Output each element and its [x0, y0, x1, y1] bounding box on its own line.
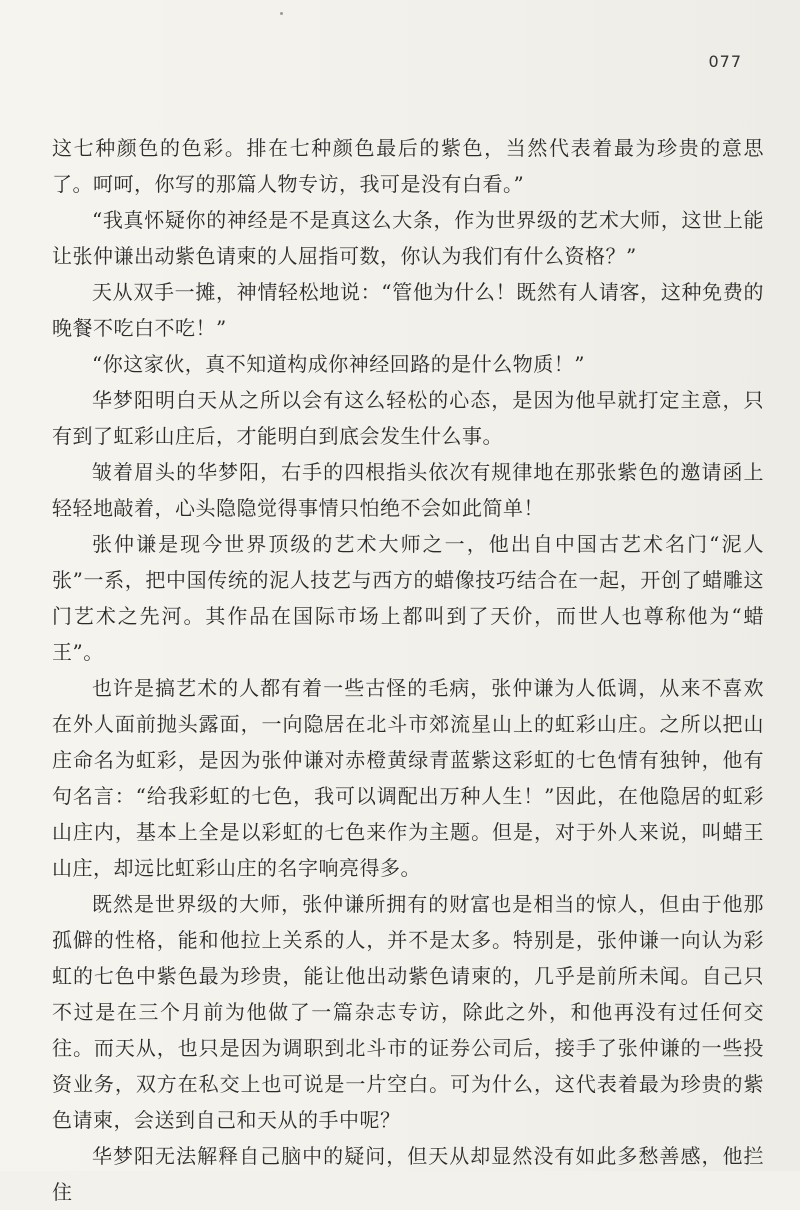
paragraph: 天从双手一摊，神情轻松地说：“管他为什么！既然有人请客，这种免费的晚餐不吃白不吃！” — [52, 280, 764, 340]
paragraph: 华梦阳无法解释自己脑中的疑问，但天从却显然没有如此多愁善感，他拦住 — [52, 1144, 764, 1204]
paragraph: 这七种颜色的色彩。排在七种颜色最后的紫色，当然代表着最为珍贵的意思了。呵呵，你写的那篇人物专访，我可是没有白看。” — [52, 136, 764, 196]
paragraph: 张仲谦是现今世界顶级的艺术大师之一，他出自中国古艺术名门“泥人张”一系，把中国传统的泥人技艺与西方的蜡像技巧结合在一起，开创了蜡雕这门艺术之先河。其作品在国际市场上都叫到了天价，而世人也尊称他为“蜡王”。 — [52, 532, 764, 664]
paragraph: 也许是搞艺术的人都有着一些古怪的毛病，张仲谦为人低调，从来不喜欢在外人面前抛头露面，一向隐居在北斗市郊流星山上的虹彩山庄。之所以把山庄命名为虹彩，是因为张仲谦对赤橙黄绿青蓝紫这彩虹的七色情有独钟，他有句名言：“给我彩虹的七色，我可以调配出万种人生！”因此，在他隐居的虹彩山庄内，基本上全是以彩虹的七色来作为主题。但是，对于外人来说，叫蜡王山庄，却远比虹彩山庄的名字响亮得多。 — [52, 676, 764, 880]
paragraph: “你这家伙，真不知道构成你神经回路的是什么物质！” — [92, 352, 585, 376]
print-speck — [280, 12, 283, 15]
page-number: 077 — [708, 52, 742, 71]
body-text — [52, 130, 764, 1210]
paragraph: 既然是世界级的大师，张仲谦所拥有的财富也是相当的惊人，但由于他那孤僻的性格，能和他拉上关系的人，并不是太多。特别是，张仲谦一向认为彩虹的七色中紫色最为珍贵，能让他出动紫色请柬的，几乎是前所未闻。自己只不过是在三个月前为他做了一篇杂志专访，除此之外，和他再没有过任何交往。而天从，也只是因为调职到北斗市的证券公司后，接手了张仲谦的一些投资业务，双方在私交上也可说是一片空白。可为什么，这代表着最为珍贵的紫色请柬，会送到自己和天从的手中呢？ — [52, 892, 764, 1132]
paragraph: 华梦阳明白天从之所以会有这么轻松的心态，是因为他早就打定主意，只有到了虹彩山庄后，才能明白到底会发生什么事。 — [52, 388, 764, 448]
paragraph: 皱着眉头的华梦阳，右手的四根指头依次有规律地在那张紫色的邀请函上轻轻地敲着，心头隐隐觉得事情只怕绝不会如此简单！ — [52, 460, 764, 520]
paragraph: “我真怀疑你的神经是不是真这么大条，作为世界级的艺术大师，这世上能让张仲谦出动紫色请柬的人屈指可数，你认为我们有什么资格？” — [52, 208, 764, 268]
